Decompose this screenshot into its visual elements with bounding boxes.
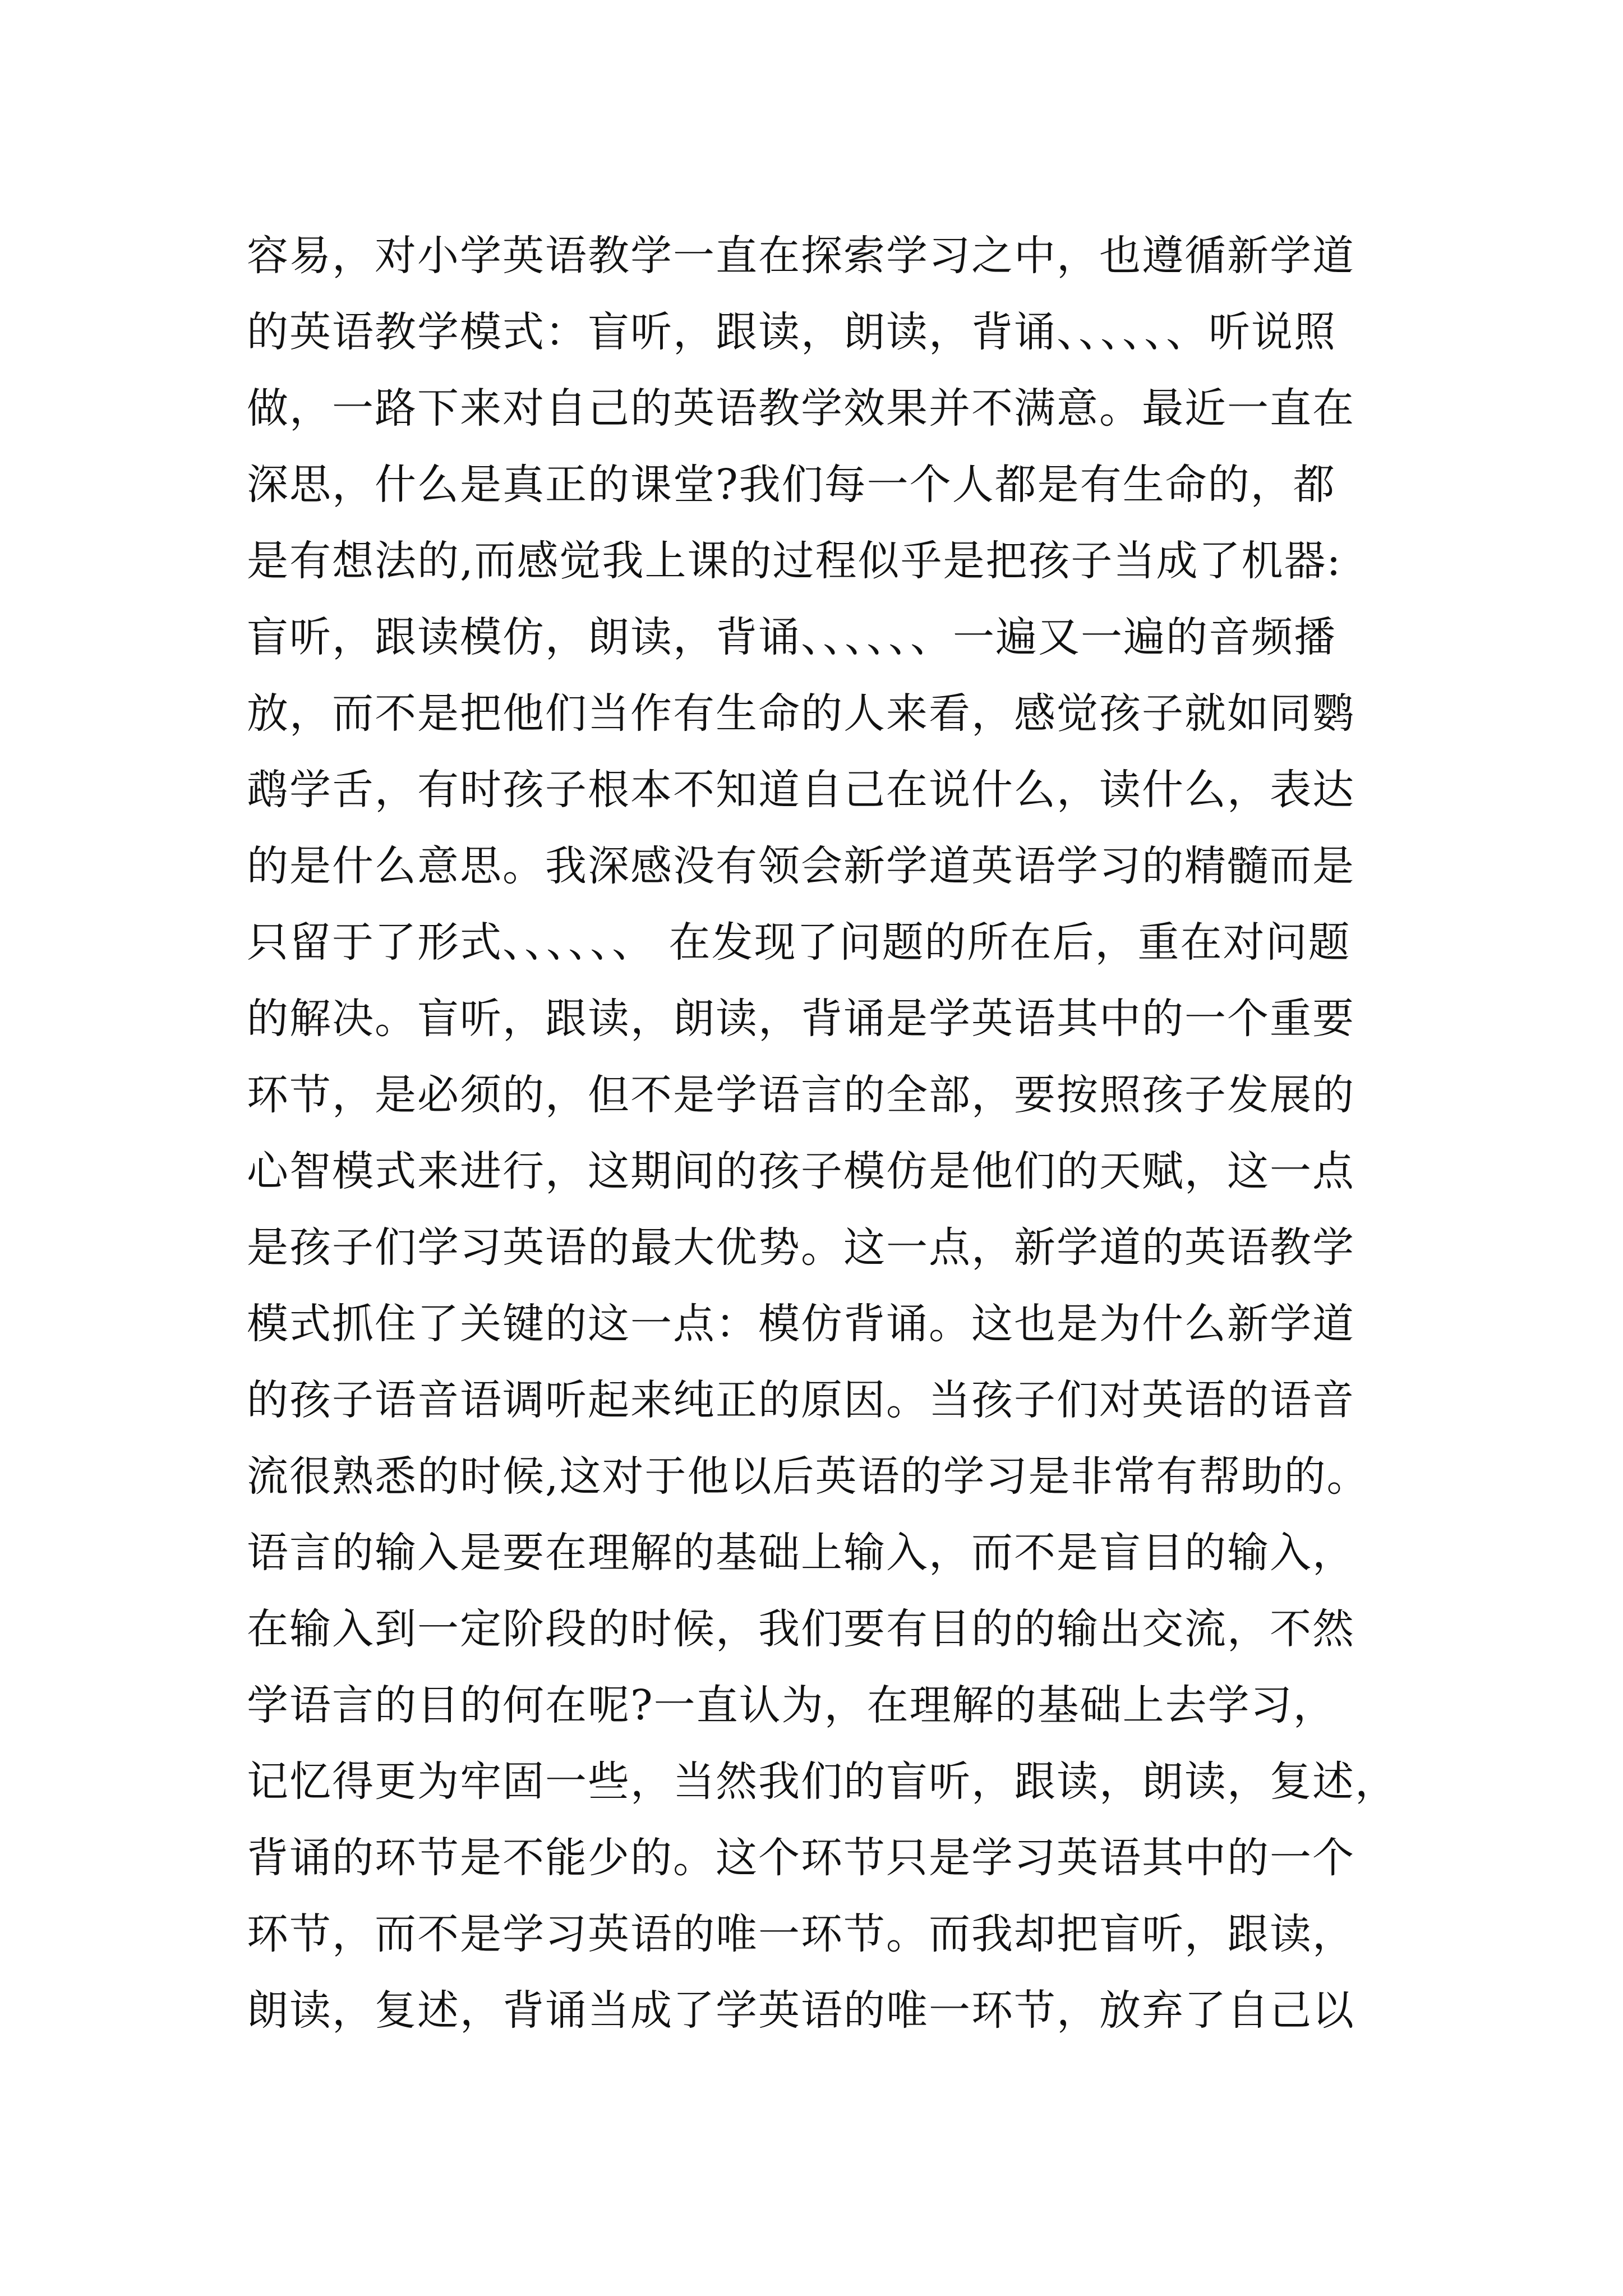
text-line: 放，而不是把他们当作有生命的人来看，感觉孩子就如同鹦: [247, 689, 1355, 738]
text-line: 是孩子们学习英语的最大优势。这一点，新学道的英语教学: [247, 1223, 1355, 1272]
text-line: 学语言的目的何在呢?一直认为，在理解的基础上去学习，: [247, 1681, 1336, 1729]
text-line: 深思，什么是真正的课堂?我们每一个人都是有生命的，都: [247, 461, 1336, 509]
text-line: 的英语教学模式：盲听，跟读，朗读，背诵、、、、、、听说照: [247, 308, 1336, 356]
text-line: 环节，而不是学习英语的唯一环节。而我却把盲听，跟读，: [247, 1910, 1355, 1958]
text-line: 的解决。盲听，跟读，朗读，背诵是学英语其中的一个重要: [247, 995, 1355, 1043]
text-line: 的孩子语音语调听起来纯正的原因。当孩子们对英语的语音: [247, 1376, 1355, 1424]
text-line: 做，一路下来对自己的英语教学效果并不满意。最近一直在: [247, 384, 1355, 432]
text-line: 流很熟悉的时候,这对于他以后英语的学习是非常有帮助的。: [247, 1452, 1370, 1501]
body-text: [247, 218, 1398, 2049]
text-line: 容易，对小学英语教学一直在探索学习之中，也遵循新学道: [247, 232, 1355, 280]
text-line: 记忆得更为牢固一些，当然我们的盲听，跟读，朗读，复述，: [247, 1757, 1398, 1806]
text-line: 只留于了形式、、、、、、 在发现了问题的所在后，重在对问题: [247, 918, 1351, 967]
text-line: 在输入到一定阶段的时候，我们要有目的的输出交流，不然: [247, 1605, 1355, 1653]
text-line: 鹉学舌，有时孩子根本不知道自己在说什么，读什么，表达: [247, 766, 1355, 814]
text-line: 朗读，复述，背诵当成了学英语的唯一环节，放弃了自己以: [247, 1986, 1355, 2035]
text-line: 背诵的环节是不能少的。这个环节只是学习英语其中的一个: [247, 1834, 1355, 1882]
text-line: 语言的输入是要在理解的基础上输入，而不是盲目的输入，: [247, 1529, 1355, 1577]
text-line: 环节，是必须的，但不是学语言的全部，要按照孩子发展的: [247, 1071, 1355, 1119]
text-line: 模式抓住了关键的这一点：模仿背诵。这也是为什么新学道: [247, 1300, 1355, 1348]
text-line: 的是什么意思。我深感没有领会新学道英语学习的精髓而是: [247, 842, 1355, 890]
text-line: 是有想法的,而感觉我上课的过程似乎是把孩子当成了机器:: [247, 537, 1342, 585]
text-line: 盲听，跟读模仿，朗读，背诵、、、、、、一遍又一遍的音频播: [247, 613, 1336, 661]
text-line: 心智模式来进行，这期间的孩子模仿是他们的天赋，这一点: [247, 1147, 1355, 1195]
